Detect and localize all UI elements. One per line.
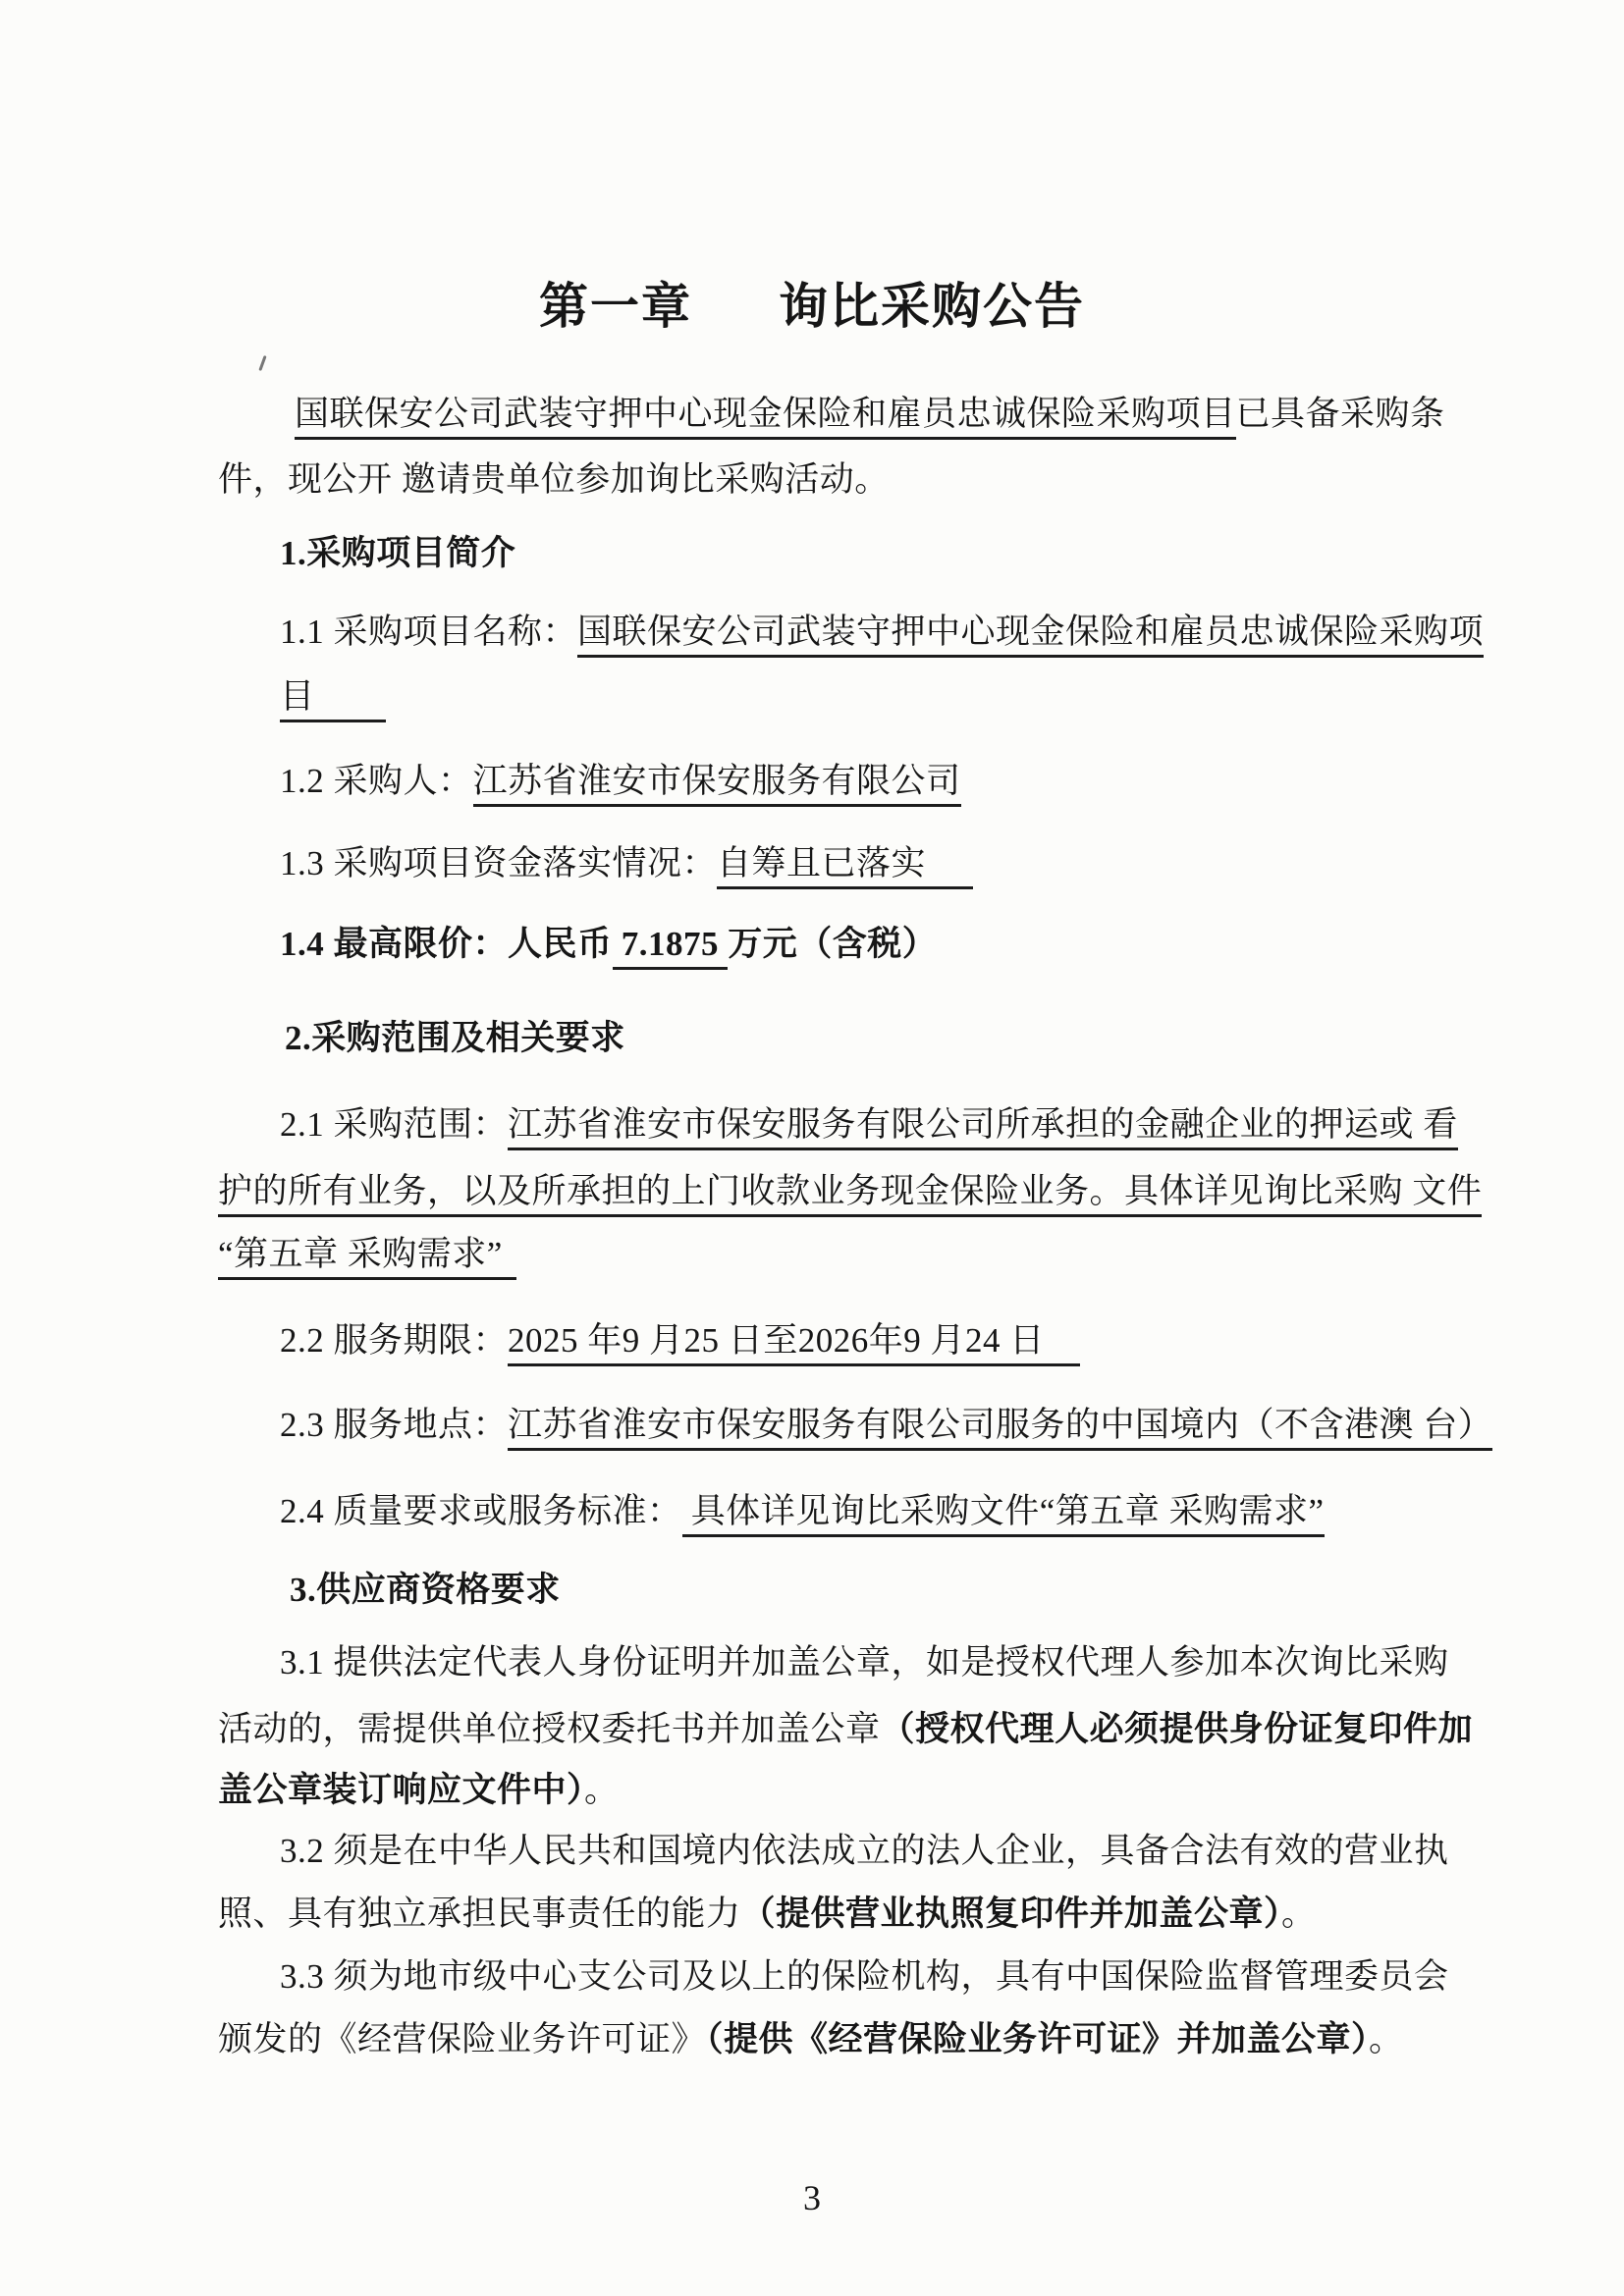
item-1-1-line-1 <box>280 607 1484 658</box>
scan-artifact <box>258 355 266 371</box>
item-2-1-value-1: 江苏省淮安市保安服务有限公司所承担的金融企业的押运或 看 <box>508 1105 1458 1150</box>
intro-line-1-rest: 已具备采购条 <box>1235 395 1445 433</box>
item-2-3-value: 江苏省淮安市保安服务有限公司服务的中国境内（不含港澳 台） <box>508 1406 1492 1451</box>
item-3-1-line-2 <box>218 1704 1473 1755</box>
chapter-name: 询比采购公告 <box>779 279 1085 334</box>
item-2-1-value-3: “第五章 采购需求” <box>218 1235 516 1280</box>
chapter-number: 第一章 <box>539 279 692 334</box>
item-3-1-line-1: 3.1 提供法定代表人身份证明并加盖公章，如是授权代理人参加本次询比采购 <box>280 1643 1449 1682</box>
item-1-1-value-wrap: 目 <box>280 677 386 722</box>
item-2-1-line-1 <box>280 1099 1458 1150</box>
intro-line-2: 件，现公开 邀请贵单位参加询比采购活动。 <box>218 460 890 499</box>
item-2-1-line-3 <box>218 1229 516 1280</box>
item-3-2-line-2 <box>218 1889 1317 1940</box>
item-2-4-value: 具体详见询比采购文件“第五章 采购需求” <box>682 1492 1325 1537</box>
item-2-2-label: 2.2 服务期限： <box>280 1321 509 1360</box>
item-3-3-line-1: 3.3 须为地市级中心支公司及以上的保险机构，具有中国保险监督管理委员会 <box>280 1957 1449 1996</box>
item-2-4-label: 2.4 质量要求或服务标准： <box>280 1492 682 1530</box>
intro-line-1 <box>295 389 1445 440</box>
item-3-1-line-3 <box>218 1765 620 1816</box>
item-1-3-value: 自筹且已落实 <box>717 844 973 889</box>
item-2-2-value: 2025 年9 月25 日至2026年9 月24 日 <box>508 1321 1080 1366</box>
item-2-1-label: 2.1 采购范围： <box>280 1105 509 1144</box>
item-3-1-line-3-end: 。 <box>584 1771 620 1809</box>
item-2-1-value-2: 护的所有业务，以及所承担的上门收款业务现金保险业务。具体详见询比采购 文件 <box>218 1172 1482 1217</box>
section-3-heading: 3.供应商资格要求 <box>290 1571 561 1609</box>
item-3-3-line-2 <box>218 2014 1404 2065</box>
item-1-3-label: 1.3 采购项目资金落实情况： <box>280 844 718 882</box>
section-1-heading: 1.采购项目简介 <box>280 534 516 572</box>
item-3-2-line-2-end: 。 <box>1281 1895 1317 1933</box>
item-1-3 <box>280 838 973 889</box>
item-1-4-suffix: 万元（含税） <box>728 925 938 963</box>
item-1-4-label: 1.4 最高限价：人民币 <box>280 925 613 963</box>
item-2-3 <box>280 1400 1492 1451</box>
item-2-1-line-2 <box>218 1166 1482 1217</box>
item-3-3-line-2-end: 。 <box>1369 2020 1404 2058</box>
item-3-1-line-2-normal: 活动的，需提供单位授权委托书并加盖公章 <box>218 1710 881 1748</box>
item-3-2-line-2-normal: 照、具有独立承担民事责任的能力 <box>218 1895 741 1933</box>
item-3-2-line-1: 3.2 须是在中华人民共和国境内依法成立的法人企业，具备合法有效的营业执 <box>280 1832 1449 1870</box>
item-1-4-price: 7.1875 <box>613 925 729 970</box>
page-number: 3 <box>803 2178 821 2217</box>
item-1-1-line-2 <box>280 671 386 722</box>
item-2-3-label: 2.3 服务地点： <box>280 1406 509 1444</box>
item-2-2 <box>280 1315 1080 1366</box>
item-3-3-line-2-bold: （提供《经营保险业务许可证》并加盖公章） <box>706 2020 1370 2058</box>
chapter-title <box>0 267 1624 338</box>
item-2-4 <box>280 1486 1325 1537</box>
item-1-2-value: 江苏省淮安市保安服务有限公司 <box>473 762 961 807</box>
item-1-2 <box>280 756 961 807</box>
item-1-2-label: 1.2 采购人： <box>280 762 473 800</box>
section-2-heading: 2.采购范围及相关要求 <box>285 1019 625 1057</box>
item-1-1-value: 国联保安公司武装守押中心现金保险和雇员忠诚保险采购项 <box>577 613 1484 658</box>
item-3-1-line-2-bold: （授权代理人必须提供身份证复印件加 <box>880 1710 1474 1748</box>
item-3-1-line-3-bold: 盖公章装订响应文件中） <box>218 1771 585 1809</box>
item-1-1-label: 1.1 采购项目名称： <box>280 613 578 651</box>
item-1-4 <box>280 919 937 970</box>
item-3-3-line-2-normal: 颁发的《经营保险业务许可证》 <box>218 2020 707 2058</box>
item-3-2-line-2-bold: （提供营业执照复印件并加盖公章） <box>740 1895 1282 1933</box>
intro-project-name: 国联保安公司武装守押中心现金保险和雇员忠诚保险采购项目 <box>295 395 1236 440</box>
